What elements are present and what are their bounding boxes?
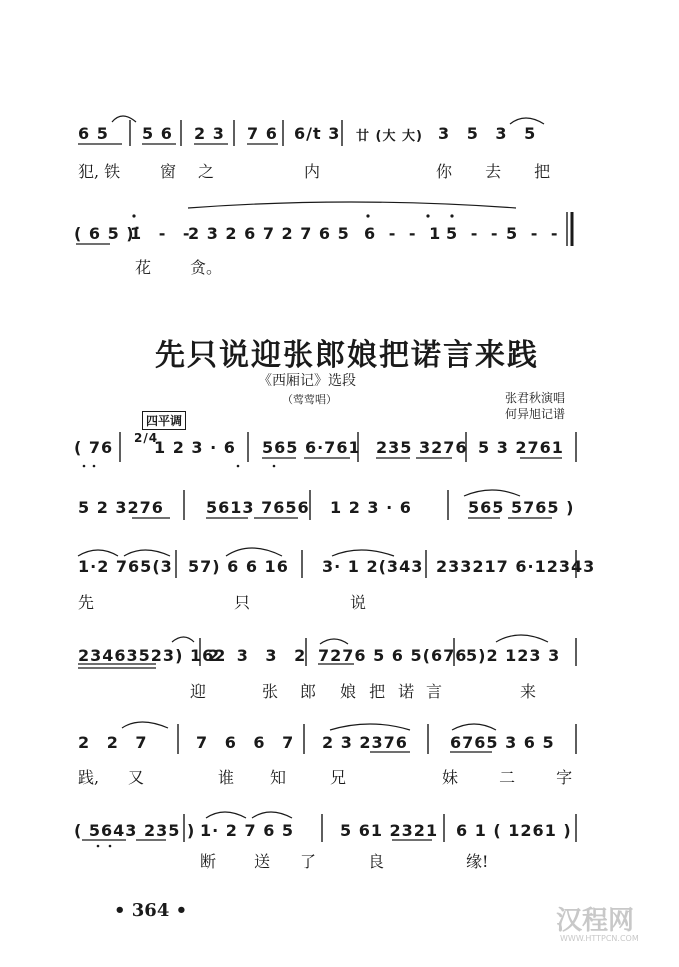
watermark-url: WWW.HTTPCN.COM	[560, 934, 639, 943]
lyric-r1-e: 你 去 把	[436, 162, 565, 181]
staff4-m1: 23463523) 162	[78, 646, 227, 665]
lyric-r1-c: 之	[198, 162, 215, 181]
staff6-m1: ( 5643 235 )	[74, 821, 196, 840]
staff5-lyric-a: 践,	[78, 768, 100, 787]
staff6-m2: 1· 2 7 6 5	[200, 821, 295, 840]
notes-r1-f: 廿 (大 大)	[356, 129, 423, 144]
staff2-m3: 1 2 3 · 6	[330, 498, 412, 517]
notes-r1-e: 6/t 3	[294, 124, 341, 143]
notes-r2-d: 6 - - 1	[364, 224, 445, 243]
staff6-lyric-b: 送	[254, 852, 271, 871]
lyric-r1-d: 内	[304, 162, 321, 181]
notes-r2-f: 5 - -	[506, 224, 562, 243]
time-signature: 2/4	[134, 431, 159, 445]
staff4-lyric-a: 迎	[190, 682, 207, 701]
slurs	[78, 116, 548, 818]
staff1-m3: 565 6·761	[262, 438, 361, 457]
notes-r2-c: 2 3 2 6 7 2 7 6 5	[188, 224, 350, 243]
staff5-m3: 2 3 2376	[322, 733, 408, 752]
piece-title: 先只说迎张郎娘把诺言来践	[155, 338, 539, 373]
notes-r1-d: 7 6	[247, 124, 278, 143]
watermark-brand: 汉程网	[556, 906, 635, 936]
piece-subtitle: 《西厢记》选段	[258, 373, 356, 389]
staff3-lyric-c: 说	[350, 593, 367, 612]
staff3-m1: 1·2 765(3	[78, 557, 173, 576]
notes-r1-b: 5 6	[142, 124, 173, 143]
staff3-lyric-a: 先	[78, 593, 95, 612]
staff5-m4: 6765 3 6 5	[450, 733, 555, 752]
staff4-lyric-e: 言	[426, 682, 443, 701]
staff3-m4: 233217 6·12343	[436, 557, 596, 576]
staff4-m3: 7276 5 6 5(676	[318, 646, 468, 665]
staff4-m2: 2 3 3 2	[208, 646, 312, 665]
piece-role: （莺莺唱）	[282, 393, 337, 406]
notes-r1-a: 6 5	[78, 124, 109, 143]
staff6-lyric-e: 缘!	[466, 852, 489, 871]
staff6-lyric-d: 良	[368, 852, 385, 871]
staff5-lyric-f: 妹 二 字	[442, 768, 591, 787]
duration-underlines	[76, 144, 565, 840]
staff3-lyric-b: 只	[234, 593, 251, 612]
staff4-m4: 5)2 123 3	[466, 646, 561, 665]
staff5-lyric-e: 兄	[330, 768, 347, 787]
lyric-r1-b: 窗	[160, 162, 177, 181]
staff6-m3: 5 61 2321	[340, 821, 439, 840]
lyric-r2-a: 花	[135, 258, 152, 277]
staff3-m2: 57) 6 6 16	[188, 557, 289, 576]
staff5-lyric-d: 知	[270, 768, 287, 787]
staff4-lyric-b: 张	[262, 682, 279, 701]
notes-r2-a: ( 6 5 )	[74, 224, 135, 243]
staff1-m5: 5 3 2761	[478, 438, 564, 457]
notes-r2-e: 5 - -	[446, 224, 502, 243]
staff2-m2: 5613 7656	[206, 498, 310, 517]
staff6-m4: 6 1 ( 1261 )	[456, 821, 572, 840]
staff2-m4: 565 5765 )	[468, 498, 575, 517]
staff6-lyric-a: 断	[200, 852, 217, 871]
notes-r1-c: 2 3	[194, 124, 225, 143]
staff4-lyric-d: 娘 把 诺	[340, 682, 419, 701]
mode-label: 四平调	[142, 411, 186, 430]
staff4-lyric-f: 来	[520, 682, 537, 701]
lyric-r2-b: 贪。	[190, 258, 223, 277]
notes-r1-g: 3 5 3 5	[438, 124, 542, 143]
staff3-m3: 3· 1 2(343	[322, 557, 424, 576]
staff6-lyric-c: 了	[300, 852, 317, 871]
transcriber-credit: 何异旭记谱	[505, 407, 566, 421]
notes-r2-b: 1̇ - -	[130, 224, 196, 243]
staff1-m1: ( 76	[74, 438, 114, 457]
staff5-m2: 7 6 6 7	[196, 733, 300, 752]
staff5-lyric-c: 谁	[218, 768, 235, 787]
lyric-r1-a: 犯, 铁	[78, 162, 121, 181]
staff5-m1: 2 2 7	[78, 733, 153, 752]
staff5-lyric-b: 又	[128, 768, 145, 787]
staff4-lyric-c: 郎	[300, 682, 317, 701]
barlines	[120, 120, 576, 842]
staff1-m2: 1 2 3 · 6	[154, 438, 236, 457]
performer-credit: 张君秋演唱	[505, 391, 566, 405]
staff1-m4: 235 3276	[376, 438, 468, 457]
staff2-m1: 5 2 3276	[78, 498, 164, 517]
page-number: • 364 •	[114, 900, 188, 921]
